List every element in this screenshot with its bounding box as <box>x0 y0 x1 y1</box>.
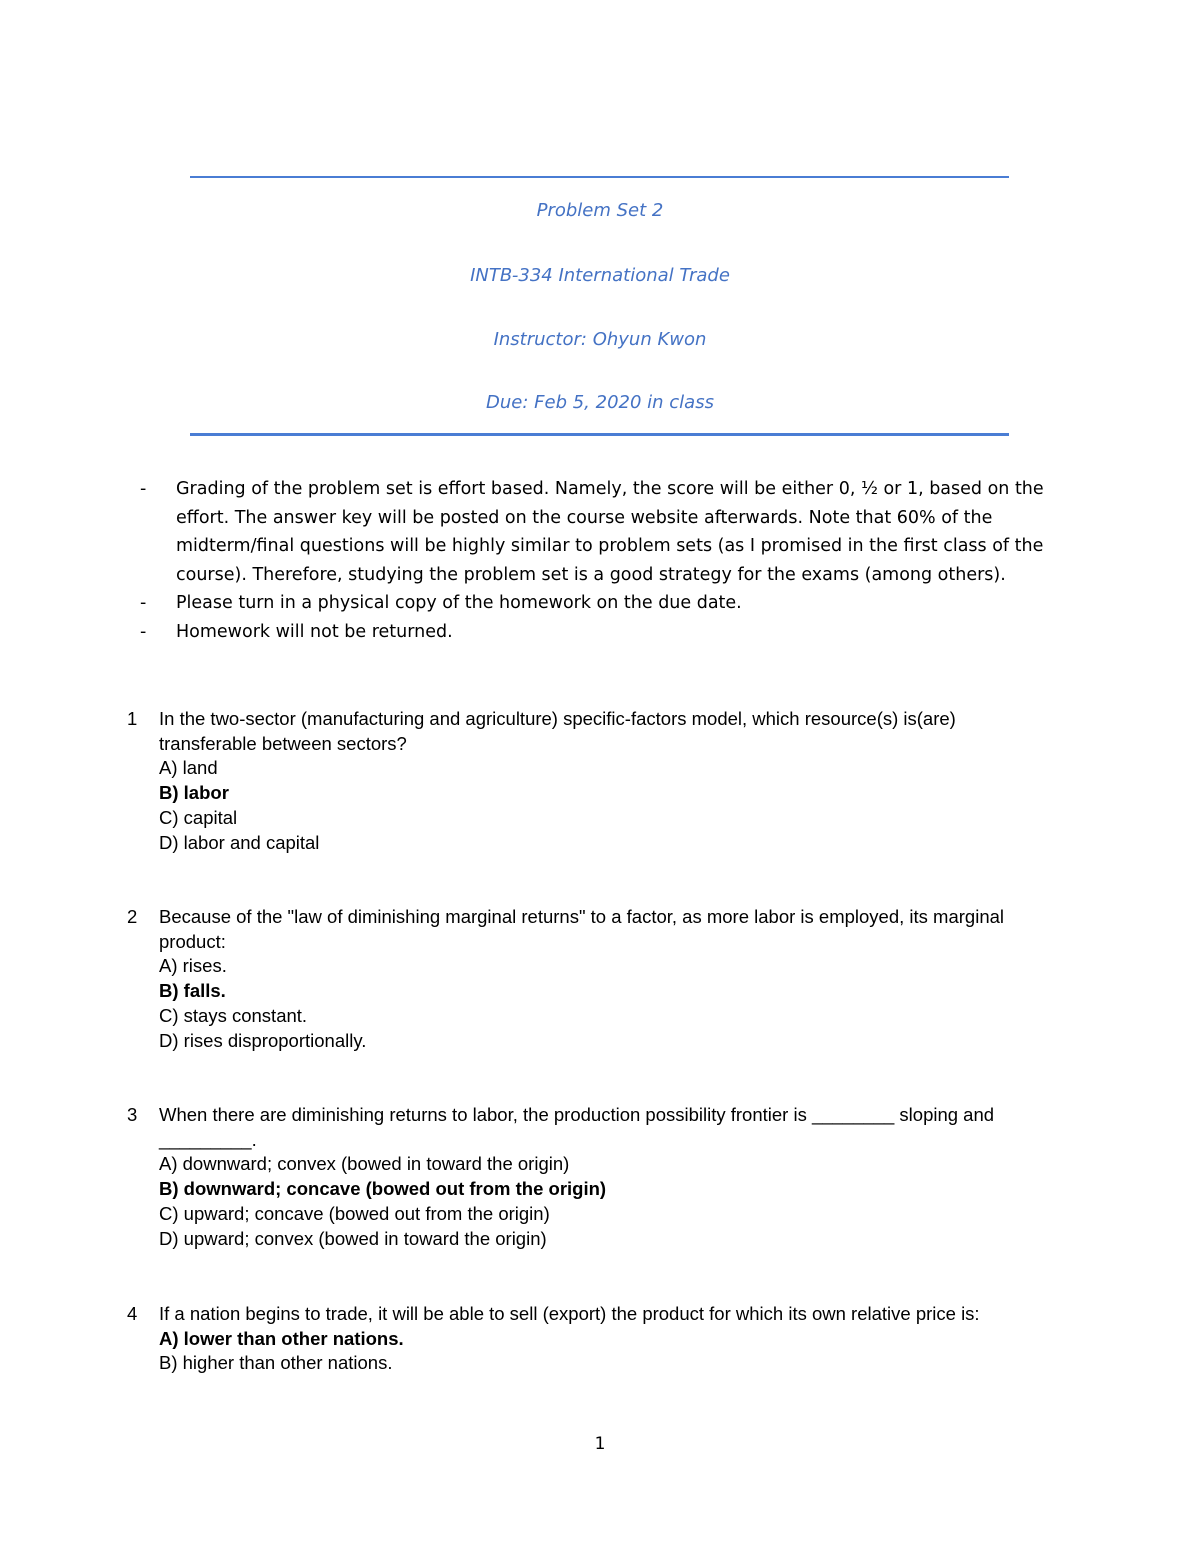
instructions-list <box>140 475 1100 646</box>
answer-option: D) upward; convex (bowed in toward the origin) <box>159 1227 547 1249</box>
instruction-text: Homework will not be returned. <box>176 621 453 642</box>
answer-option: C) stays constant. <box>159 1004 308 1026</box>
instruction-text: Please turn in a physical copy of the homework on the due date. <box>176 593 742 613</box>
bullet-dash: - <box>140 593 147 613</box>
answer-option-correct: B) downward; concave (bowed out from the origin) <box>159 1178 607 1200</box>
answer-option-correct: B) labor <box>159 782 229 804</box>
header-rule-top <box>190 176 1009 178</box>
answer-option: C) upward; concave (bowed out from the origin) <box>159 1202 550 1224</box>
question-3 <box>127 1103 1027 1251</box>
question-body <box>159 707 1027 855</box>
question-stem: When there are diminishing returns to labor, the production possibility frontier is ________ sloping and _________. <box>159 1104 995 1150</box>
question-stem: Because of the "law of diminishing marginal returns" to a factor, as more labor is employed, its marginal product: <box>159 906 1005 952</box>
answer-option: A) downward; convex (bowed in toward the origin) <box>159 1153 570 1175</box>
question-4 <box>127 1302 1027 1376</box>
answer-option: A) land <box>159 757 218 779</box>
bullet-dash: - <box>140 479 147 499</box>
answer-option-correct: A) lower than other nations. <box>159 1327 404 1349</box>
answer-option-correct: B) falls. <box>159 980 226 1002</box>
instruction-item <box>140 618 1100 647</box>
instruction-text: Grading of the problem set is effort based. Namely, the score will be either 0, ½ or 1, based on the effort. The answer key will be posted on the course website afterwards. Note that 60% of the midterm/final questions will be highly similar to problem sets (as I promised in the first class of the course). Therefore, studying the problem set is a good strategy for the exams (among others). <box>176 479 1044 585</box>
question-2 <box>127 905 1027 1053</box>
question-body <box>159 905 1027 1053</box>
question-stem: In the two-sector (manufacturing and agriculture) specific-factors model, which resource(s) is(are) transferable between sectors? <box>159 708 956 754</box>
page-number: 1 <box>594 1434 606 1454</box>
instruction-item <box>140 589 1100 618</box>
instructor-name: Instructor: Ohyun Kwon <box>493 329 707 350</box>
question-body <box>159 1302 1027 1376</box>
answer-option: D) rises disproportionally. <box>159 1029 367 1051</box>
instruction-item <box>140 475 1100 589</box>
answer-option: A) rises. <box>159 955 227 977</box>
answer-option: C) capital <box>159 806 238 828</box>
question-stem: If a nation begins to trade, it will be able to sell (export) the product for which its own relative price is: <box>159 1303 980 1324</box>
course-name: INTB-334 International Trade <box>470 265 730 286</box>
header-rule-bottom <box>190 433 1009 436</box>
question-body <box>159 1103 1027 1251</box>
doc-title: Problem Set 2 <box>536 200 664 221</box>
question-number: 3 <box>127 1104 138 1125</box>
question-1 <box>127 707 1027 855</box>
answer-option: D) labor and capital <box>159 831 320 853</box>
due-date: Due: Feb 5, 2020 in class <box>486 392 714 413</box>
answer-option: B) higher than other nations. <box>159 1352 393 1374</box>
question-number: 2 <box>127 906 138 927</box>
bullet-dash: - <box>140 621 147 642</box>
question-number: 4 <box>127 1303 138 1324</box>
question-number: 1 <box>127 708 138 729</box>
